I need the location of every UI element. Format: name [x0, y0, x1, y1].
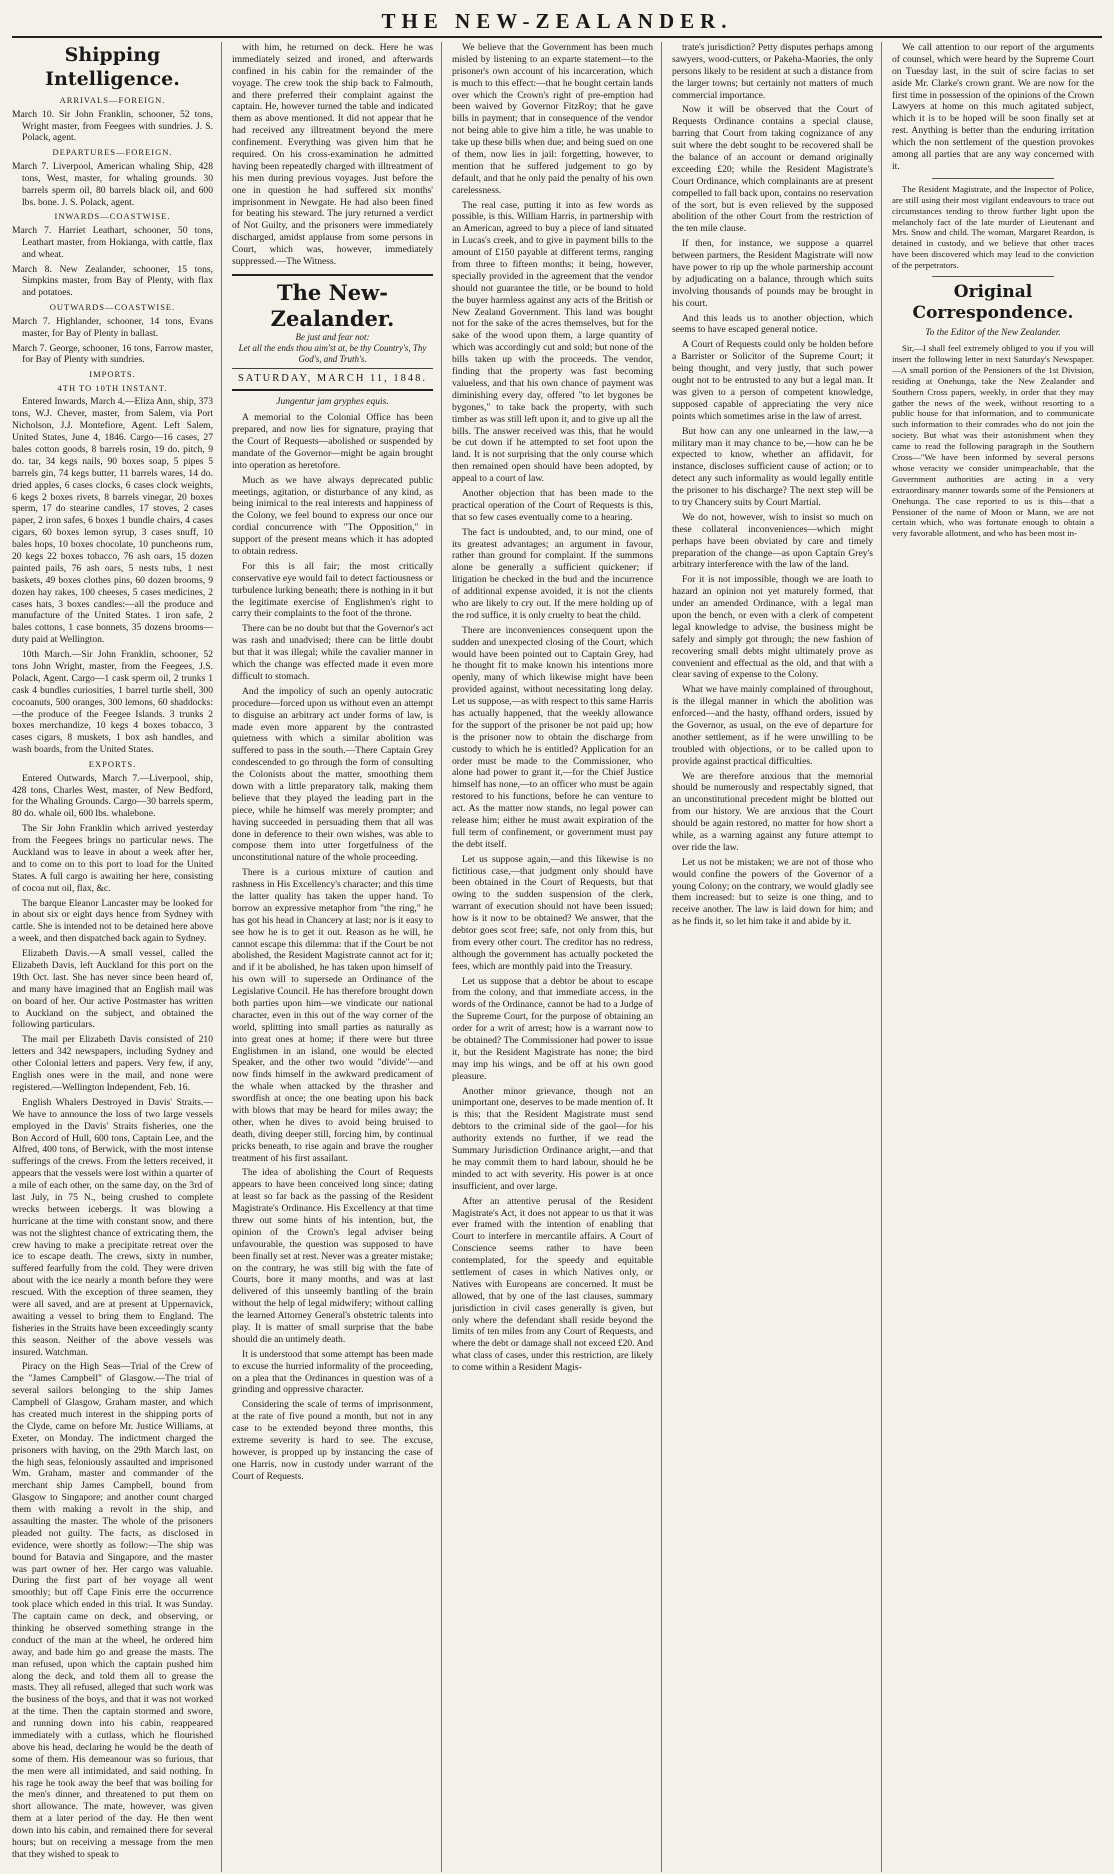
- editorial-paragraph: If then, for instance, we suppose a quarrel between partners, the Resident Magistrate will now have power to rip up the whole partnership account by adjudicating on a balance, through which suits involving thousands of pounds may be brought in his court.: [672, 238, 873, 309]
- editorial-paragraph: Another minor grievance, though not an unimportant one, deserves to be made mention of. It is this; that the Resident Magistrate must send debtors to the criminal side of the gaol—for his authority extends no further, if we read the Summary Jurisdiction Ordinance aright,—and that he may commit them to hard labour, should he be minded to act with severity. His power is at once insufficient, and over large.: [452, 1085, 653, 1192]
- divider: [932, 276, 1053, 277]
- imports-text-2: 10th March.—Sir John Franklin, schooner, 52 tons John Wright, master, from the Feegees, J.S. Polack, Agent. Cargo—1 cask sperm oil, 2 trunks 1 cask 4 bundles curiosities, 1 barrel turtle shell, 300 cocoanuts, 500 oranges, 300 lemons, 60 shaddocks:—the produce of the Feegee Islands. 3 trunks 2 boxes merchandize, 10 kegs 4 boxes tobacco, 3 cases cigars, 8 muskets, 1 box ash handles, and wash boards, from the United States.: [12, 649, 213, 756]
- news-whalers: English Whalers Destroyed in Davis' Straits.—We have to announce the loss of two large vessels employed in the Davis' Straits fisheries, one the Bon Accord of Hull, 600 tons, Captain Lee, and the Alfred, 400 tons, of Berwick, with the most intense sufferings of the crews. From the letters received, it appears that the vessels were lost within a quarter of a mile of each other, on the same day, on the 3rd of last July, in 75 N., being crushed to complete wrecks between icebergs. It was blowing a hurricane at the time with constant snow, and there was not the slightest chance of extricating them, the crew having to make a precipitate retreat over the ice to escape death. The crews, sixty in number, suffered fearfully from the cold. They were driven about with the ice nearly a month before they were rescued. With the exception of three seamen, they were all saved, and are at present at Uppernavick, awaiting a vessel to bring them to England. The fisheries in the Straits have been exceedingly scanty this season. Neither of the above vessels was insured. Watchman.: [12, 1096, 213, 1358]
- inwards-entry: March 8. New Zealander, schooner, 15 tons, Simpkins master, from Bay of Plenty, with flax and potatoes.: [12, 263, 213, 299]
- editorial-paragraph: After an attentive perusal of the Resident Magistrate's Act, it does not appear to us that it was ever framed with the intention of enabling that Court to interfere in mercantile affairs. A Court of Conscience seems rather to have been contemplated, for the speedy and equitable settlement of cases in which Natives only, or Natives with Europeans are concerned. It must be allowed, that by one of the last clauses, summary jurisdiction in civil cases generally is given, but only where the defendant shall reside beyond the limits of ten miles from any Court of Requests, and where the debt or damage shall not exceed £20. And what class of cases, under this restriction, are likely to come within a Resident Magis-: [452, 1195, 653, 1374]
- editorial-paragraph: The idea of abolishing the Court of Requests appears to have been conceived long since; dating at least so far back as the passing of the Resident Magistrate's Ordinance. His Excellency at that time threw out some hints of his intention, but, the opinion of the Crown's legal adviser being unfavourable, the question was supposed to have been finally set at rest. Never was a greater mistake; on the contrary, he was still big with the fate of Courts, bore it many months, and was at last delivered of this unseemly bantling of the brain without the help of legal midwifery; without calling the learned Attorney General's obstetric talents into play. It is matter of small surprise that the babe should die an untimely death.: [232, 1167, 433, 1345]
- editorial-title: The New-Zealander.: [270, 279, 395, 331]
- shipping-title: Shipping Intelligence.: [45, 44, 180, 90]
- column-3: [452, 42, 662, 1872]
- editorial-paragraph: What we have mainly complained of throughout, is the illegal manner in which the abolition was enforced—and the hasty, offhand orders, issued by the Governor, as usual, on the eve of departure for another settlement, as if he were unwilling to be troubled with objections, or to be called upon to provide against practical difficulties.: [672, 684, 873, 767]
- editorial-paragraph: It is understood that some attempt has been made to excuse the hurried informality of the proceeding, on a plea that the Ordinances in question was of a grinding and oppressive character.: [232, 1348, 433, 1396]
- editorial-paragraph: Considering the scale of terms of imprisonment, at the rate of five pound a month, but not in any case to be extended beyond three months, this extreme severity is hard to see. The excuse, however, is propped up by instancing the case of one Harris, now in custody under warrant of the Court of Requests.: [232, 1399, 433, 1482]
- editorial-paragraph: Let us not be mistaken; we are not of those who would confine the powers of the Governor of a young Colony; on the contrary, we would gladly see them increased: but to seize is one thing, and to receive another. The law is laid down for him; and as he finds it, so let him take it and abide by it.: [672, 856, 873, 928]
- editorial-paragraph: The fact is undoubted, and, to our mind, one of its greatest advantages; an argument in favour, rather than ground for complaint. If the summons alone be generally a sufficient quickener; if litigation be checked in the bud and the incurrence of additional expense avoided, it is not the clients who are likely to cry out. If the mere holding up of the rod suffice, it is only cruelty to beat the child.: [452, 526, 653, 621]
- news-lancaster: The barque Eleanor Lancaster may be looked for in about six or eight days hence from Sydney with cattle. She is intended not to be detained here above a week, and then dispatched back again to Sydney.: [12, 897, 213, 945]
- editorial-paragraph: We do not, however, wish to insist so much on these collateral inconveniences—which might perhaps have been obviated by care and timely preparation of the change—as upon Captain Grey's arbitrary interference with the law of the land.: [672, 511, 873, 571]
- news-piracy: Piracy on the High Seas—Trial of the Crew of the "James Campbell" of Glasgow.—The trial of several sailors belonging to the ship James Campbell of Glasgow, Graham master, and which has created much interest in the shipping ports of the Clyde, came on before Mr. Justice Williams, at Exeter, on Monday. The indictment charged the prisoners with having, on the 29th March last, on the high seas, feloniously assaulted and imprisoned Wm. Graham, master and commander of the merchant ship James Campbell, bound from Glasgow to Singapore; and another count charged them with making a revolt in the ship, and assaulting the master. The whole of the prisoners pleaded not guilty. The facts, as disclosed in evidence, were shortly as follow:—The ship was bound for Batavia and Singapore, and the master was part owner of her. Her cargo was valuable. During the first part of her voyage all went smoothly; but off Cape Finis erre the occurrence took place which ended in this trial. It was Sunday. The captain came on deck, and observing, or thinking he observed something strange in the conduct of the man at the wheel, he ordered him away, and bade him go and grease the masts. The man refused, upon which the captain pushed him along the deck, and told them all to grease the masts. They all refused, alleged that such work was the business of the boys, and that it was not worked at the time. Then the captain stormed and swore, and running down into his cabin, reappeared immediately with a cutlass, which he flourished above his head, declaring he would be the death of some of them. His demeanour was so furious, that the men were all intimidated, and said nothing. In his rage he took away the beef that was boiling for the men's dinner, and threatened to put them on short allowance. The mate, however, was given them at a later period of the day. He then went down into his cabin, and remained there for several hours; but on receiving a message from the men that they wished to speak to: [12, 1361, 213, 1860]
- editorial-paragraph: There are inconveniences consequent upon the sudden and unexpected closing of the Court, which would have been pointed out to Captain Grey, had he thought fit to make known his intentions more openly, many of which likewise might have been provided against, without necessitating long delay. Let us suppose,—as with respect to this same Harris has actually happened, that the weekly allowance for the support of the prisoner be not paid up; how is the prisoner now to obtain the discharge from custody to which he is entitled? Application for an order must be made to the Commissioner, who alone had power to grant it,—for the Chief Justice himself has none,—to an officer who must be again restored to his functions, before he can venture to act. As the matter now stands, no legal power can release him; either he must await expiration of the full term of confinement, or government must pay the debt itself.: [452, 624, 653, 850]
- imports-date: 4TH TO 10TH INSTANT.: [57, 382, 168, 393]
- dateline: SATURDAY, MARCH 11, 1848.: [232, 368, 433, 385]
- motto-line-2: Let all the ends thou aim'st at, be thy Country's, Thy God's, and Truth's.: [238, 343, 427, 365]
- editorial-paragraph: A memorial to the Colonial Office has been prepared, and now lies for signature, praying that the Court of Requests—abolished or suspended by mandate of the Governor—might be again brought into operation as heretofore.: [232, 412, 433, 471]
- inwards-entry: March 7. Harriet Leathart, schooner, 50 tons, Leathart master, from Hokianga, with cattle, flax and wheat.: [12, 224, 213, 260]
- supreme-court-notice: We call attention to our report of the arguments of counsel, which were heard by the Supreme Court on Tuesday last, in the suit of scire facias to set aside Mr. Clarke's crown grant. We are now for the first time in possession of the opinions of the Crown Lawyers at home on this much agitated subject, which it is to be hoped will be soon finally set at rest. Anything is better than the enduring irritation which the non settlement of the question provokes among all parties that are any way concerned with it.: [892, 42, 1094, 172]
- masthead: THE NEW-ZEALANDER.: [12, 6, 1102, 38]
- divider: [932, 178, 1053, 179]
- motto-line-1: Be just and fear not:: [295, 331, 370, 342]
- editorial-paragraph: A Court of Requests could only be holden before a Barrister or Solicitor of the Supreme Court; it being thought, and very justly, that such power ought not to be entrusted to any but a legal man. It was given to a person of competent knowledge, supposed capable of appreciating the very nice points which sometimes arise in the law of arrest.: [672, 339, 873, 422]
- editorial-paragraph: And this leads us to another objection, which seems to have escaped general notice.: [672, 312, 873, 336]
- departure-entry: March 7. Liverpool, American whaling Ship, 428 tons, West, master, for whaling grounds. 30 barrels sperm oil, 80 barrels black oil, and 600 lbs. bone. J. S. Polack, agent.: [12, 160, 213, 208]
- editorial-paragraph: trate's jurisdiction? Petty disputes perhaps among sawyers, wood-cutters, or Pakeha-Maories, the only persons likely to be resident at such a distance from the larger towns; but certainly not matters of much commercial importance.: [672, 42, 873, 101]
- imports-text: Entered Inwards, March 4.—Eliza Ann, ship, 373 tons, W.J. Chever, master, from Salem, via Port Nicholson, J.J. Montefiore, Agent. Left Salem, United States, June 4, 1846. Cargo—16 cases, 27 bales cotton goods, 8 barrels rosin, 19 do. pitch, 9 do. tar, 34 kegs nails, 90 boxes soap, 5 pipes 5 barrels gin, 74 kegs butter, 11 barrels wares, 14 do. dried apples, 6 cases clocks, 6 cases clock weights, 6 kegs 2 boxes rivets, 8 barrels vinegar, 20 boxes sperm, 17 do stearine candles, 17 stoves, 2 cases paper, 2 iron safes, 6 boxes 1 bundle chairs, 4 cases cigars, 60 boxes lemon syrup, 3 cases snuff, 10 bales hops, 10 boxes chocolate, 10 puncheons rum, 20 kegs 22 boxes tobacco, 76 ash oars, 15 dozen painted pails, 76 ash oars, 5 nests tubs, 1 nest baskets, 49 boxes clothes pins, 60 dozen brooms, 9 dozen hay rakes, 100 cheeses, 5 cases medicines, 2 cases hats, 3 boxes candles:—all the produce and manufacture of the United States. 1 iron safe, 2 bales cottons, 1 case bonnets, 35 dozens brooms—duty paid at Wellington.: [12, 396, 213, 646]
- news-elizabeth-davis-mail: The mail per Elizabeth Davis consisted of 210 letters and 342 newspapers, including Sydney and other Colonial letters and papers. Very few, if any, English ones were in the mail, and none were registered.—Wellington Independent, Feb. 16.: [12, 1034, 213, 1093]
- exports-heading: EXPORTS.: [88, 759, 137, 770]
- editorial-paragraph: For this is all fair; the most critically conservative eye would fail to detect factiousness or turbulence lurking beneath; there is nothing in it but the legitimate exercise of Englishmen's right to carry their complaints to the foot of the throne.: [232, 560, 433, 620]
- arrivals-foreign-heading: ARRIVALS—FOREIGN.: [59, 95, 166, 106]
- editorial-paragraph: Now it will be observed that the Court of Requests Ordinance contains a special clause, barring that Court from taking cognizance of any suit where the debt sought to be recovered shall be the balance of an account or demand originally exceeding £20; while the Resident Magistrate's Court Ordinance, which complainants are at present compelled to fall back upon, contains no reservation of the sort, but is even relieved by the supposed abolition of the other Court from the restriction of the ten mile clause.: [672, 104, 873, 235]
- outwards-entry: March 7. George, schooner, 16 tons, Farrow master, for Bay of Plenty with sundries.: [12, 342, 213, 366]
- editorial-paragraph: We are therefore anxious that the memorial should be numerously and respectably signed, that an unconstitutional precedent might be blotted out from our history. We are anxious that the Court should be again restored, no matter for how short a while, as a warning against any future attempt to over ride the law.: [672, 770, 873, 853]
- murder-investigation-notice: The Resident Magistrate, and the Inspector of Police, are still using their most vigilant endeavours to trace out circumstances tending to throw further light upon the melancholy fact of the late murder of Lieutenant and Mrs. Snow and child. The woman, Margaret Reardon, is detained in custody, and we believe that other traces have been discovered which may lead to the conviction of the perpetrators.: [892, 183, 1094, 271]
- correspondence-salutation: To the Editor of the New Zealander.: [925, 328, 1061, 339]
- editorial-paragraph: There can be no doubt but that the Governor's act was rash and unadvised; there can be little doubt but that it was illegal; while the cavalier manner in which the change was effected made it even more difficult to stomach.: [232, 623, 433, 682]
- editorial-banner: [232, 274, 433, 392]
- imports-heading: IMPORTS.: [89, 369, 136, 380]
- column-1: [12, 42, 222, 1872]
- outwards-coastwise-heading: OUTWARDS—COASTWISE.: [49, 302, 176, 313]
- columns: [12, 42, 1102, 1872]
- editorial-paragraph: For it is not impossible, though we are loath to hazard an opinion not yet maturely formed, that under an amended Ordinance, with a legal man upon the bench, or even with a clerk of competent legal knowledge to advise, the business might be safely and simply got through; the new fashion of recovering small debts might ultimately prove as convenient and effectual as the old, and that with a clear saving of expense to the Colony.: [672, 574, 873, 681]
- outwards-entry: March 7. Highlander, schooner, 14 tons, Evans master, for Bay of Plenty in ballast.: [12, 315, 213, 339]
- departures-foreign-heading: DEPARTURES—FOREIGN.: [52, 147, 173, 158]
- arrival-entry: March 10. Sir John Franklin, schooner, 52 tons, Wright master, from Feegees with sundries. J. S. Polack, agent.: [12, 108, 213, 144]
- piracy-continued: with him, he returned on deck. Here he was immediately seized and ironed, and afterwards confined in his cabin for the remainder of the voyage. The crew took the ship back to Falmouth, and there preferred their complaint against the captain. He, however turned the table and indicated them as above mentioned. It did not appear that he had received any illtreatment beyond the mere confinement. Everything was given him that he required. On his cross-examination he admitted having been repeatedly charged with illtreatment of his men during previous voyages. Just before the one in question he had suffered six months' imprisonment in Newgate. He had also been fined for beating his steward. The jury returned a verdict of Not Guilty, and the prisoners were immediately discharged, amidst applause from some persons in Court, which was, however, immediately suppressed.—The Witness.: [232, 42, 433, 268]
- editorial-paragraph: Another objection that has been made to the practical operation of the Court of Requests is this, that so few cases eventually come to a hearing.: [452, 487, 653, 523]
- column-5: [892, 42, 1102, 1872]
- column-4: [672, 42, 882, 1872]
- editorial-paragraph: Much as we have always deprecated public meetings, agitation, or disturbance of any kind, as being inimical to the real interests and happiness of the Colony, we feel bound to express our once our cordial concurrence with "The Opposition," in support of the present means which it has adopted to obtain redress.: [232, 474, 433, 558]
- news-elizabeth-davis: Elizabeth Davis.—A small vessel, called the Elizabeth Davis, left Auckland for this port on the 19th Oct. last. She has never since been heard of, and many have imagined that an English mail was on board of her. Our active Postmaster has written to Auckland on the subject, and obtained the following particulars.: [12, 948, 213, 1031]
- correspondence-title: Original Correspondence.: [912, 282, 1074, 324]
- correspondence-letter: Sir,—I shall feel extremely obliged to you if you will insert the following letter in next Saturday's Newspaper.—A small portion of the Pensioners of the 1st Division, residing at Onehunga, take the New Zealander and Southern Cross papers, weekly, in order that they may gather the news of the week, without resorting to a public house for that information, and to communicate such information to their comrades who do not join the society. But what was their astonishment when they came to read the following paragraph in the Southern Cross—"We have been informed by several persons whose veracity we consider unimpeachable, that the Government authorities are acting in a very extraordinary manner towards some of the Pensioners at Onehunga. The case reported to us is this—that a Pensioner of the name of Moon or Mann, we are not certain which, who was fortunate enough to obtain a very favorable allotment, and who has been most in-: [892, 342, 1094, 539]
- latin-epigraph: Jungentur jam gryphes equis.: [276, 397, 389, 408]
- editorial-paragraph: Let us suppose again,—and this likewise is no fictitious case,—that judgment only should have been obtained in the Court of Requests, but that owing to the sudden suspension of the clerk, warrant of execution should not have been issued; how is it now to be obtained? We answer, that the debtor goes scot free; safe, not only from this, but from every other court. The creditor has no redress, although the government has actually pocketed the fees, which are monthly paid into the Treasury.: [452, 853, 653, 972]
- inwards-coastwise-heading: INWARDS—COASTWISE.: [54, 211, 171, 222]
- exports-text: Entered Outwards, March 7.—Liverpool, ship, 428 tons, Charles West, master, of New Bedford, for the Whaling Grounds. Cargo—30 barrels sperm, 80 do. whale oil, 600 lbs. whalebone.: [12, 772, 213, 820]
- editorial-paragraph: And the impolicy of such an openly autocratic procedure—forced upon us without even an attempt to disguise an arbitrary act under forms of law, is made even more apparent by the contrasted quietness with which a similar abolition was suffered to pass in the south.—There Captain Grey condescended to go through the form of consulting the Colonists about the matter, smoothing them down with a little preparatory talk, making them believe that they played the leading part in the piece, while he himself was merely prompter; and having succeeded in persuading them that all was done in deference to their own wishes, was able to compose them into utter forgetfulness of the unconstitutional nature of the whole proceeding.: [232, 685, 433, 864]
- column-2: [232, 42, 442, 1872]
- editorial-paragraph: Let us suppose that a debtor be about to escape from the colony, and that immediate access, in the words of the Ordinance, cannot be had to a Judge of the Supreme Court, for the purpose of obtaining an order for a writ of arrest; how is a warrant now to be obtained? The Commissioner had power to issue it, but the Resident Magistrate has none; the bird may imp his wings, and be off at his own good pleasure.: [452, 975, 653, 1082]
- editorial-paragraph: There is a curious mixture of caution and rashness in His Excellency's character; and this time the latter quality has taken the upper hand. To borrow an expressive metaphor from "the ring," he has got his head in Chancery at last; nor is it easy to see how he is to get it out. Reason as he will, he cannot escape this dilemma: that if the Court be not abolished, the Resident Magistrate cannot act for it; and if it be abolished, he has taken upon himself of his own will to supersede an Ordinance of the Legislative Council. He has therefore brought down both parties upon him—we vindicate our national character, even in this out of the way corner of the world, splitting into small parties as naturally as into great ones at home; if there were but three Englishmen in an island, one would be elected Speaker, and the other two would "divide"—and now finds himself in the awkward predicament of the whale when attacked by the thrasher and swordfish at once; the one beating upon his back with blows that may be heard for miles away; the other, when he dives to avoid being bruised to death, diving deeper still, forcing him, by continual pricks beneath, to rise again and brave the rougher treatment of his first assailant.: [232, 867, 433, 1164]
- news-franklin: The Sir John Franklin which arrived yesterday from the Feegees brings no particular news. The Auckland was to leave in about a week after her, and to come on to this port to load for the United States. A full cargo is awaiting her here, consisting of cocoa nut oil, flax, &c.: [12, 823, 213, 894]
- editorial-paragraph: The real case, putting it into as few words as possible, is this. William Harris, in partnership with an American, agreed to buy a piece of land situated in Lucas's creek, and to give in payment bills to the amount of £150 payable at different terms, ranging from three to fifteen months; it being, however, specially provided in the agreement that the vendor should not guarantee the title, or be bound to hold the buyer harmless against any acts of the British or New Zealand Government. This land was bought not for the sake of the acres themselves, but for the sake of the wood upon them, a large quantity of which was accordingly cut and sold; but none of the bills taken up with the proceeds. The vendor, finding that the property was fast becoming valueless, and that his own chance of payment was diminishing every day, offered "to let bygones be bygones," to take back the property, with such timber as was still left upon it, and to give up all the bills. The answer received was this, that he would be cut down if he attempted to set foot upon the land. It is not surprising that the only course which then remained open should have been adopted, by appeal to a court of law.: [452, 199, 653, 485]
- editorial-paragraph: We believe that the Government has been much misled by listening to an exparte statement—to the prisoner's own account of his incarceration, which is much to this effect:—that he bought certain lands over which the Crown's right of pre-emption had been waived by Governor FitzRoy; that he gave bills in payment; that in consequence of the vendor not being able to give him a title, he was unable to take up these bills when due; and being sued on one of them, now lies in jail: forgetting, however, to mention that he suffered judgement to go by default, and that he only paid the penalty of his own carelessness.: [452, 42, 653, 196]
- editorial-paragraph: But how can any one unlearned in the law,—a military man it may chance to be,—how can he be expected to know, whether an affidavit, for instance, discloses sufficient cause of action; or to detect any such informality as would legally entitle the prisoner to his discharge? The next step will be to try Chancery suits by Court Martial.: [672, 425, 873, 508]
